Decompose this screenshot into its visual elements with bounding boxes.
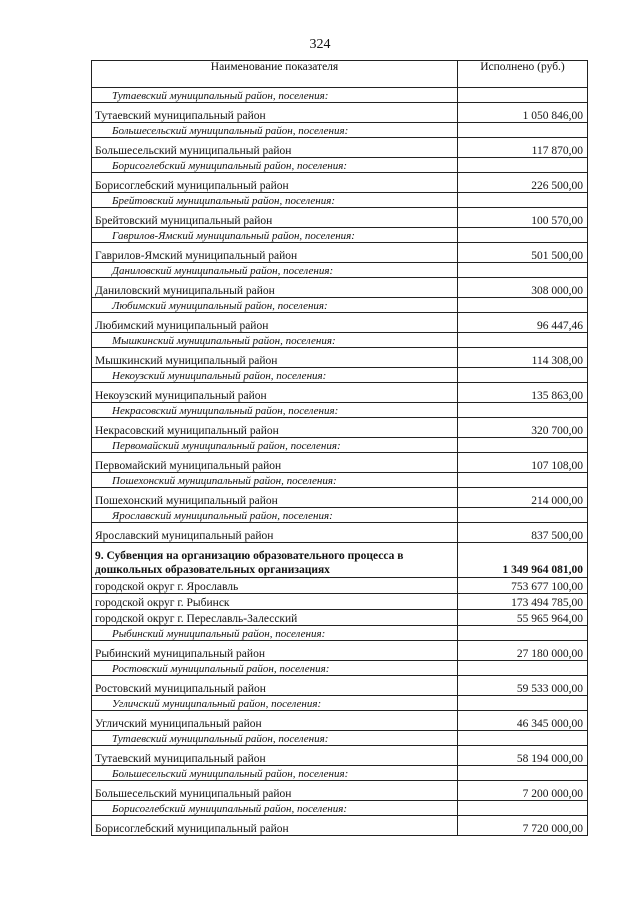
row-name-cell: Большесельский муниципальный район [92,138,458,158]
row-amount-cell [458,661,588,676]
table-row [92,243,588,263]
row-amount-cell [458,333,588,348]
row-amount-cell: 753 677 100,00 [458,578,588,594]
row-amount-cell: 501 500,00 [458,243,588,263]
row-amount-cell: 100 570,00 [458,208,588,228]
row-amount-cell: 55 965 964,00 [458,610,588,626]
table-subheader-row [92,438,588,453]
table-row [92,578,588,594]
row-name-cell: Ростовский муниципальный район, поселения: [92,661,458,676]
table-row [92,418,588,438]
row-amount-cell: 58 194 000,00 [458,746,588,766]
table-row [92,610,588,626]
table-row [92,313,588,333]
table-row [92,453,588,473]
row-amount-cell [458,473,588,488]
table-subheader-row [92,403,588,418]
row-amount-cell: 107 108,00 [458,453,588,473]
row-amount-cell [458,696,588,711]
row-name-cell: Брейтовский муниципальный район, поселения: [92,193,458,208]
table-subheader-row [92,368,588,383]
row-amount-cell: 96 447,46 [458,313,588,333]
page-number: 324 [309,37,331,52]
row-amount-cell [458,193,588,208]
table-row [92,711,588,731]
row-name-cell: Угличский муниципальный район [92,711,458,731]
row-amount-cell [458,508,588,523]
row-name-cell: Рыбинский муниципальный район, поселения: [92,626,458,641]
table-subheader-row [92,298,588,313]
table-subheader-row [92,193,588,208]
row-name-cell: Любимский муниципальный район [92,313,458,333]
row-name-cell: городской округ г. Ярославль [92,578,458,594]
row-amount-cell: 1 050 846,00 [458,103,588,123]
table-subheader-row [92,801,588,816]
row-name-cell: Гаврилов-Ямский муниципальный район [92,243,458,263]
row-name-cell: Тутаевский муниципальный район [92,746,458,766]
row-name-cell: Большесельский муниципальный район [92,781,458,801]
table-section-row [92,543,588,578]
table-subheader-row [92,333,588,348]
table-subheader-row [92,626,588,641]
row-name-cell: Борисоглебский муниципальный район [92,173,458,193]
row-amount-cell: 837 500,00 [458,523,588,543]
row-name-cell: Угличский муниципальный район, поселения: [92,696,458,711]
table-row [92,676,588,696]
row-name-cell: Большесельский муниципальный район, поселения: [92,766,458,781]
table-row [92,781,588,801]
row-amount-cell: 135 863,00 [458,383,588,403]
table-row [92,138,588,158]
row-amount-cell [458,626,588,641]
table-row [92,278,588,298]
row-name-cell: Некрасовский муниципальный район, поселения: [92,403,458,418]
table-subheader-row [92,158,588,173]
table-row [92,383,588,403]
row-name-cell: Тутаевский муниципальный район, поселения: [92,731,458,746]
row-amount-cell: 320 700,00 [458,418,588,438]
row-name-cell: Мышкинский муниципальный район [92,348,458,368]
table-row [92,173,588,193]
budget-table [91,60,588,836]
row-amount-cell: 7 720 000,00 [458,816,588,836]
row-amount-cell: 59 533 000,00 [458,676,588,696]
table-row [92,348,588,368]
table-subheader-row [92,123,588,138]
row-name-cell: Первомайский муниципальный район [92,453,458,473]
row-name-cell: Первомайский муниципальный район, поселения: [92,438,458,453]
row-amount-cell [458,368,588,383]
table-row [92,641,588,661]
table-subheader-row [92,88,588,103]
table-row [92,746,588,766]
row-name-cell: Борисоглебский муниципальный район, поселения: [92,801,458,816]
row-amount-cell: 46 345 000,00 [458,711,588,731]
row-amount-cell [458,263,588,278]
row-name-cell: Гаврилов-Ямский муниципальный район, поселения: [92,228,458,243]
row-name-cell: Брейтовский муниципальный район [92,208,458,228]
row-name-cell: Некоузский муниципальный район, поселения: [92,368,458,383]
row-amount-cell: 1 349 964 081,00 [458,543,588,578]
row-amount-cell: 114 308,00 [458,348,588,368]
row-name-cell: Даниловский муниципальный район [92,278,458,298]
row-name-cell: Пошехонский муниципальный район, поселения: [92,473,458,488]
row-amount-cell [458,228,588,243]
table-subheader-row [92,731,588,746]
table-subheader-row [92,661,588,676]
row-name-cell: Рыбинский муниципальный район [92,641,458,661]
row-amount-cell [458,731,588,746]
row-name-cell: Тутаевский муниципальный район, поселения: [92,88,458,103]
table-row [92,816,588,836]
table-row [92,488,588,508]
table-row [92,523,588,543]
table-subheader-row [92,263,588,278]
row-amount-cell [458,88,588,103]
row-name-cell: Борисоглебский муниципальный район, поселения: [92,158,458,173]
table-row [92,103,588,123]
row-name-cell: Пошехонский муниципальный район [92,488,458,508]
table-row [92,208,588,228]
row-name-cell: Ростовский муниципальный район [92,676,458,696]
row-amount-cell [458,438,588,453]
table-row [92,594,588,610]
row-name-cell: Борисоглебский муниципальный район [92,816,458,836]
header-executed-amount: Исполнено (руб.) [458,61,588,88]
row-name-cell: Даниловский муниципальный район, поселения: [92,263,458,278]
row-name-cell: городской округ г. Рыбинск [92,594,458,610]
row-name-cell: 9. Субвенция на организацию образовательного процесса в дошкольных образовательных организациях [92,543,458,578]
table-subheader-row [92,696,588,711]
header-indicator-name: Наименование показателя [92,61,458,88]
row-name-cell: Ярославский муниципальный район, поселения: [92,508,458,523]
row-amount-cell: 173 494 785,00 [458,594,588,610]
table-header-row [92,61,588,88]
row-amount-cell [458,298,588,313]
row-amount-cell: 7 200 000,00 [458,781,588,801]
table-subheader-row [92,766,588,781]
row-name-cell: Некрасовский муниципальный район [92,418,458,438]
table-subheader-row [92,228,588,243]
row-amount-cell [458,766,588,781]
row-name-cell: Любимский муниципальный район, поселения: [92,298,458,313]
row-name-cell: Большесельский муниципальный район, поселения: [92,123,458,138]
row-amount-cell: 117 870,00 [458,138,588,158]
row-amount-cell: 226 500,00 [458,173,588,193]
table-body [92,88,588,836]
row-amount-cell: 27 180 000,00 [458,641,588,661]
row-name-cell: Тутаевский муниципальный район [92,103,458,123]
row-amount-cell [458,158,588,173]
row-name-cell: городской округ г. Переславль-Залесский [92,610,458,626]
row-name-cell: Ярославский муниципальный район [92,523,458,543]
row-name-cell: Некоузский муниципальный район [92,383,458,403]
row-amount-cell [458,801,588,816]
row-amount-cell: 214 000,00 [458,488,588,508]
row-amount-cell: 308 000,00 [458,278,588,298]
row-amount-cell [458,123,588,138]
table-subheader-row [92,473,588,488]
row-amount-cell [458,403,588,418]
table-subheader-row [92,508,588,523]
row-name-cell: Мышкинский муниципальный район, поселения: [92,333,458,348]
